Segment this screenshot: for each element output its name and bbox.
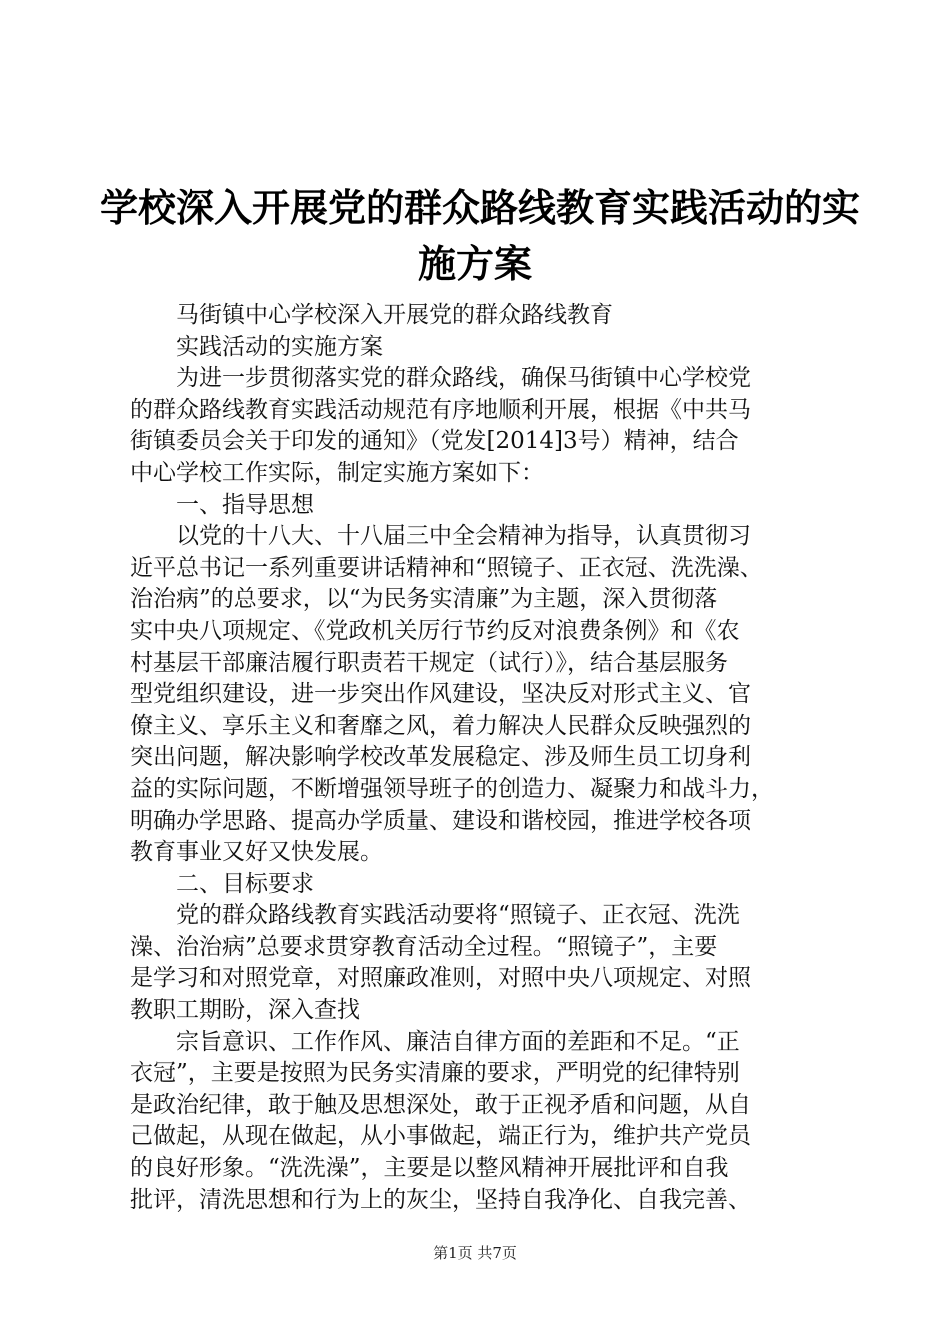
text-line: 宗旨意识、工作作风、廉洁自律方面的差距和不足。“正: [176, 1028, 740, 1055]
document-body: [130, 300, 830, 1216]
text-line: 的群众路线教育实践活动规范有序地顺利开展，根据《中共马: [130, 396, 751, 423]
text-line: 明确办学思路、提高办学质量、建设和谐校园，推进学校各项: [130, 807, 751, 834]
text-line: 的良好形象。“洗洗澡”，主要是以整风精神开展批评和自我: [130, 1155, 729, 1182]
text-line: 治治病”的总要求，以“为民务实清廉”为主题，深入贯彻落: [130, 586, 718, 613]
text-line: 澡、治治病”总要求贯穿教育活动全过程。“照镜子”，主要: [130, 933, 718, 960]
text-line: 实中央八项规定、《党政机关厉行节约反对浪费条例》和《农: [130, 617, 740, 644]
text-line: 是政治纪律，敢于触及思想深处，敢于正视矛盾和问题，从自: [130, 1091, 751, 1118]
text-line: 以党的十八大、十八届三中全会精神为指导，认真贯彻习: [176, 523, 751, 550]
text-line: 是学习和对照党章，对照廉政准则，对照中央八项规定、对照: [130, 965, 751, 992]
text-line: 实践活动的实施方案: [176, 333, 383, 360]
document-title-line-1: 学校深入开展党的群众路线教育实践活动的实: [100, 186, 861, 230]
text-line: 为进一步贯彻落实党的群众路线，确保马街镇中心学校党: [176, 365, 751, 392]
text-line: 教职工期盼，深入查找: [130, 997, 360, 1024]
text-line: 二、目标要求: [176, 870, 314, 897]
text-line: 近平总书记一系列重要讲话精神和“照镜子、正衣冠、洗洗澡、: [130, 554, 763, 581]
document-title-line-2: 施方案: [417, 242, 532, 286]
text-line: 突出问题，解决影响学校改革发展稳定、涉及师生员工切身利: [130, 744, 751, 771]
page-footer: 第1页 共7页: [433, 1244, 517, 1262]
text-line: 街镇委员会关于印发的通知》（党发[2014]3号）精神，结合: [130, 428, 739, 455]
text-line: 党的群众路线教育实践活动要将“照镜子、正衣冠、洗洗: [176, 902, 740, 929]
text-line: 僚主义、享乐主义和奢靡之风，着力解决人民群众反映强烈的: [130, 712, 751, 739]
text-line: 中心学校工作实际，制定实施方案如下：: [130, 459, 544, 486]
text-line: 衣冠”，主要是按照为民务实清廉的要求，严明党的纪律特别: [130, 1060, 740, 1087]
text-line: 己做起，从现在做起，从小事做起，端正行为，维护共产党员: [130, 1123, 751, 1150]
text-line: 益的实际问题，不断增强领导班子的创造力、凝聚力和战斗力，: [130, 775, 774, 802]
text-line: 型党组织建设，进一步突出作风建设，坚决反对形式主义、官: [130, 681, 751, 708]
text-line: 一、指导思想: [176, 491, 314, 518]
text-line: 批评，清洗思想和行为上的灰尘，坚持自我净化、自我完善、: [130, 1186, 751, 1213]
text-line: 村基层干部廉洁履行职责若干规定（试行）》，结合基层服务: [130, 649, 728, 676]
text-line: 教育事业又好又快发展。: [130, 839, 383, 866]
text-line: 马街镇中心学校深入开展党的群众路线教育: [176, 302, 613, 328]
